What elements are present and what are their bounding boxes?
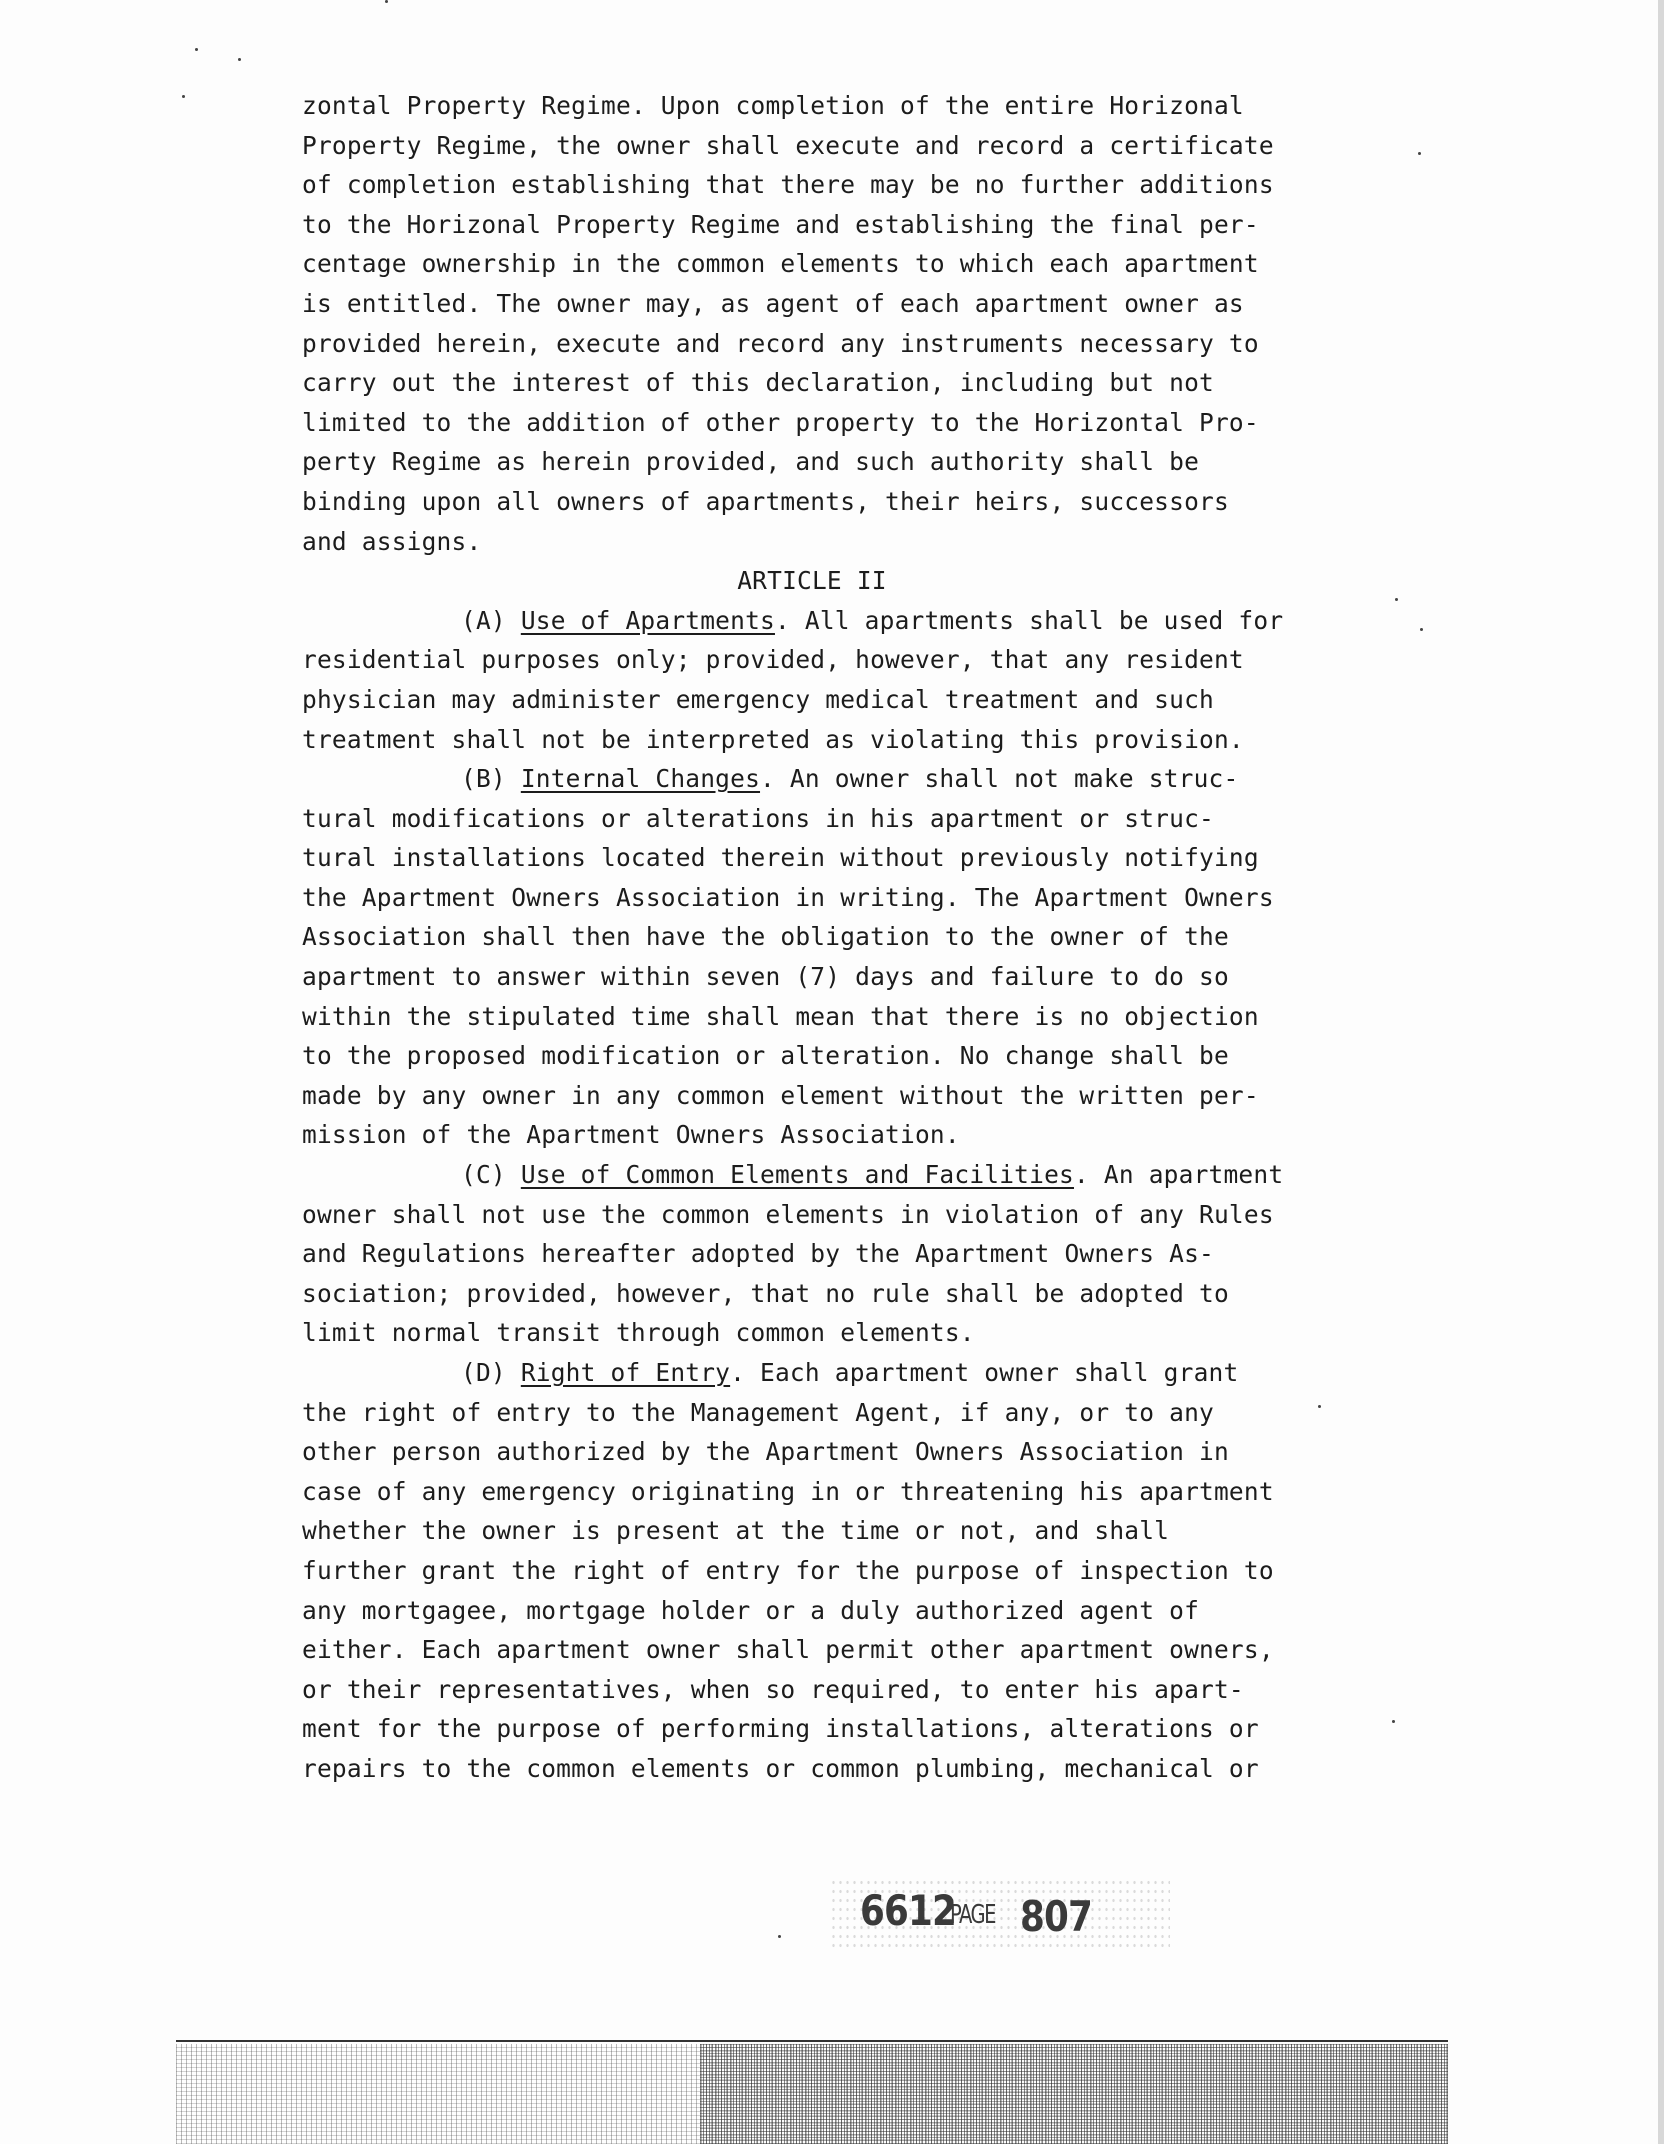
section-heading: Use of Apartments xyxy=(520,605,775,635)
scan-speck xyxy=(1395,598,1398,601)
text-line: residential purposes only; provided, however, that any resident xyxy=(302,645,1244,675)
text-line: ment for the purpose of performing installations, alterations or xyxy=(302,1714,1259,1744)
stamp-page-label: PAGE xyxy=(950,1900,995,1930)
stamp-volume: 6612 xyxy=(860,1886,956,1935)
text-line: owner shall not use the common elements in violation of any Rules xyxy=(302,1199,1274,1229)
text-line: binding upon all owners of apartments, their heirs, successors xyxy=(302,486,1229,516)
text-line: tural modifications or alterations in his apartment or struc- xyxy=(302,803,1214,833)
opening-paragraph xyxy=(302,86,1342,561)
section-heading: Right of Entry xyxy=(520,1358,731,1387)
text-line: zontal Property Regime. Upon completion of the entire Horizonal xyxy=(302,91,1244,120)
text-line: and Regulations hereafter adopted by the Apartment Owners As- xyxy=(302,1239,1214,1269)
text-line: made by any owner in any common element without the written per- xyxy=(302,1080,1259,1110)
section-label: (C) xyxy=(461,1160,506,1190)
text-line: physician may administer emergency medical treatment and such xyxy=(302,684,1214,714)
text-line: the right of entry to the Management Agent, if any, or to any xyxy=(302,1397,1214,1427)
section-heading: Use of Common Elements and Facilities xyxy=(520,1160,1074,1190)
text-line: limit normal transit through common elements. xyxy=(302,1318,975,1348)
text-line: to the proposed modification or alteration. No change shall be xyxy=(302,1041,1229,1071)
scan-speck xyxy=(1318,1405,1321,1408)
text-line: repairs to the common elements or common plumbing, mechanical or xyxy=(302,1753,1259,1783)
text-line: apartment to answer within seven (7) days and failure to do so xyxy=(302,962,1229,992)
text-line: of completion establishing that there may be no further additions xyxy=(302,170,1274,200)
section-c xyxy=(302,1155,1342,1353)
section-first-line xyxy=(302,1353,1342,1393)
text-line: tural installations located therein without previously notifying xyxy=(302,843,1259,873)
section-label: (B) xyxy=(461,764,506,794)
stamp-page-number: 807 xyxy=(1020,1892,1092,1941)
scan-speck xyxy=(195,48,198,51)
text-line: case of any emergency originating in or threatening his apartment xyxy=(302,1476,1274,1506)
text-line: and assigns. xyxy=(302,526,482,556)
scan-speck xyxy=(238,58,241,61)
text-line: sociation; provided, however, that no rule shall be adopted to xyxy=(302,1278,1229,1308)
section-label: (A) xyxy=(461,605,506,635)
text-line: Association shall then have the obligation to the owner of the xyxy=(302,922,1229,952)
article-heading: ARTICLE II xyxy=(737,566,887,596)
text-line: treatment shall not be interpreted as violating this provision. xyxy=(302,724,1244,754)
scan-speck xyxy=(1392,1720,1395,1723)
text-line: centage ownership in the common elements to which each apartment xyxy=(302,249,1259,279)
scan-bottom-rule xyxy=(176,2040,1448,2042)
section-first-line-rest: . An apartment xyxy=(1073,1160,1284,1190)
text-line: provided herein, execute and record any instruments necessary to xyxy=(302,328,1259,358)
text-line: any mortgagee, mortgage holder or a duly authorized agent of xyxy=(302,1595,1200,1625)
document-body xyxy=(302,86,1342,1789)
text-line: is entitled. The owner may, as agent of each apartment owner as xyxy=(302,288,1244,318)
section-first-line xyxy=(302,1155,1342,1195)
section-first-line-rest: . All apartments shall be used for xyxy=(774,605,1284,635)
section-first-line-rest: . Each apartment owner shall grant xyxy=(730,1358,1239,1387)
text-line: perty Regime as herein provided, and such authority shall be xyxy=(302,447,1200,477)
scan-speck xyxy=(1418,152,1421,155)
section-label: (D) xyxy=(461,1358,506,1387)
section-first-line-rest: . An owner shall not make struc- xyxy=(760,764,1239,794)
section-heading: Internal Changes xyxy=(520,764,761,794)
text-line: limited to the addition of other property to the Horizontal Pro- xyxy=(302,407,1259,437)
scan-speck xyxy=(778,1935,781,1938)
section-first-line xyxy=(302,759,1342,799)
text-line: either. Each apartment owner shall permit other apartment owners, xyxy=(302,1635,1274,1665)
scan-noise-band-dense xyxy=(700,2044,1448,2144)
section-b xyxy=(302,759,1342,1155)
text-line: or their representatives, when so required, to enter his apart- xyxy=(302,1674,1244,1704)
scan-speck xyxy=(182,95,185,98)
text-line: to the Horizonal Property Regime and establishing the final per- xyxy=(302,209,1259,239)
scan-speck xyxy=(1420,628,1423,631)
text-line: within the stipulated time shall mean that there is no objection xyxy=(302,1001,1259,1031)
text-line: carry out the interest of this declaration, including but not xyxy=(302,368,1214,398)
recording-stamp xyxy=(830,1878,1170,1950)
section-d xyxy=(302,1353,1342,1789)
text-line: further grant the right of entry for the purpose of inspection to xyxy=(302,1555,1274,1585)
section-a xyxy=(302,601,1342,759)
text-line: the Apartment Owners Association in writing. The Apartment Owners xyxy=(302,882,1274,912)
scan-speck xyxy=(385,0,388,3)
section-first-line xyxy=(302,601,1342,641)
page-edge-shadow xyxy=(1658,0,1664,2144)
text-line: Property Regime, the owner shall execute and record a certificate xyxy=(302,130,1274,160)
text-line: mission of the Apartment Owners Association. xyxy=(302,1120,960,1150)
text-line: other person authorized by the Apartment Owners Association in xyxy=(302,1437,1229,1467)
text-line: whether the owner is present at the time or not, and shall xyxy=(302,1516,1170,1546)
